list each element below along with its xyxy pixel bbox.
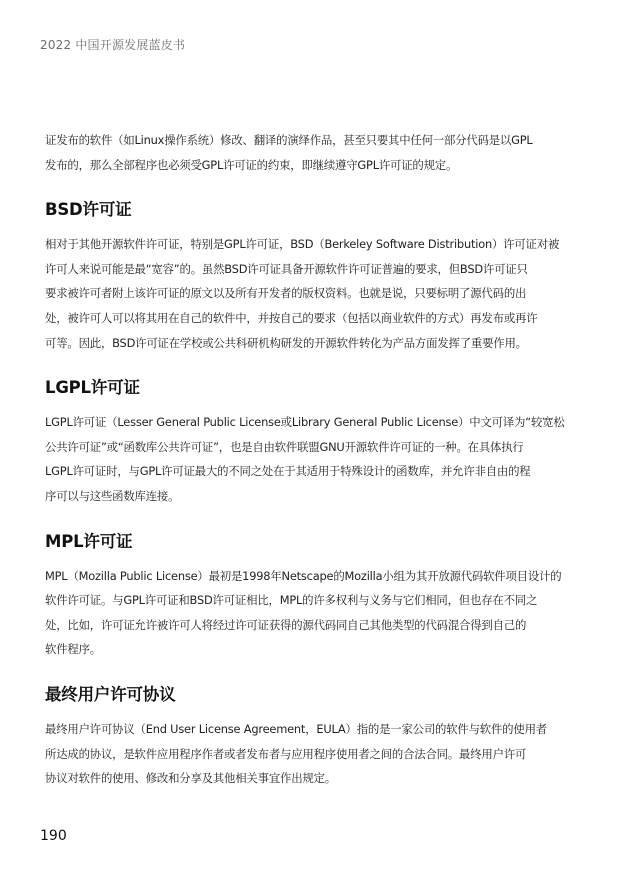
- paragraph-line: LGPL许可证时，与GPL许可证最大的不同之处在于其适用于特殊设计的函数库，并允许非自由的程: [45, 464, 531, 479]
- paragraph-line: 发布的，那么全部程序也必须受GPL许可证的约束，即继续遵守GPL许可证的规定。: [45, 157, 458, 172]
- section-bsd: [45, 199, 585, 355]
- paragraph-line: 相对于其他开源软件许可证，特别是GPL许可证，BSD（Berkeley Software Distribution）许可证对被: [45, 237, 560, 252]
- section-mpl: [45, 531, 585, 662]
- section-heading: LGPL许可证: [45, 378, 140, 398]
- paragraph-line: 公共许可证”或“函数库公共许可证”，也是自由软件联盟GNU开源软件许可证的一种。在具体执行: [45, 439, 524, 454]
- paragraph-line: 许可人来说可能是最“宽容”的。虽然BSD许可证具备开源软件许可证普遍的要求，但BSD许可证只: [45, 261, 528, 276]
- section-paragraph: [45, 232, 585, 355]
- paragraph-line: 序可以与这些函数库连接。: [45, 488, 180, 503]
- section-paragraph: [45, 717, 585, 791]
- running-header: 2022 中国开源发展蓝皮书: [40, 38, 186, 52]
- paragraph-line: 处，被许可人可以将其用在自己的软件中，并按自己的要求（包括以商业软件的方式）再发布或再许: [45, 310, 538, 325]
- page-content: [45, 128, 585, 813]
- intro-paragraph: [45, 128, 585, 177]
- section-paragraph: [45, 410, 585, 508]
- paragraph-line: 协议对软件的使用、修改和分享及其他相关事宜作出规定。: [45, 771, 336, 786]
- paragraph-line: 所达成的协议，是软件应用程序作者或者发布者与应用程序使用者之间的合法合同。最终用户许可: [45, 746, 527, 761]
- page-number: 190: [40, 828, 67, 844]
- paragraph-line: 软件程序。: [45, 642, 101, 657]
- section-eula: [45, 684, 585, 791]
- section-heading: MPL许可证: [45, 531, 133, 551]
- section-heading: 最终用户许可协议: [45, 684, 176, 704]
- paragraph-line: 要求被许可者附上该许可证的原文以及所有开发者的版权资料。也就是说，只要标明了源代码的出: [45, 286, 527, 301]
- section-heading: BSD许可证: [45, 200, 132, 220]
- paragraph-line: 最终用户许可协议（End User License Agreement，EULA）指的是一家公司的软件与软件的使用者: [45, 721, 547, 736]
- paragraph-line: 可等。因此，BSD许可证在学校或公共科研机构研发的开源软件转化为产品方面发挥了重要作用。: [45, 335, 527, 350]
- section-lgpl: [45, 377, 585, 508]
- paragraph-line: LGPL许可证（Lesser General Public License或Library General Public License）中文可译为“较宽松: [45, 415, 565, 430]
- paragraph-line: MPL（Mozilla Public License）最初是1998年Netscape的Mozilla小组为其开放源代码软件项目设计的: [45, 568, 562, 583]
- paragraph-line: 证发布的软件（如Linux操作系统）修改、翻译的演绎作品，甚至只要其中任何一部分代码是以GPL: [45, 133, 533, 147]
- section-paragraph: [45, 564, 585, 662]
- paragraph-line: 软件许可证。与GPL许可证和BSD许可证相比，MPL的许多权利与义务与它们相同，但也存在不同之: [45, 593, 538, 608]
- paragraph-line: 处，比如，许可证允许被许可人将经过许可证获得的源代码同自己其他类型的代码混合得到自己的: [45, 617, 527, 632]
